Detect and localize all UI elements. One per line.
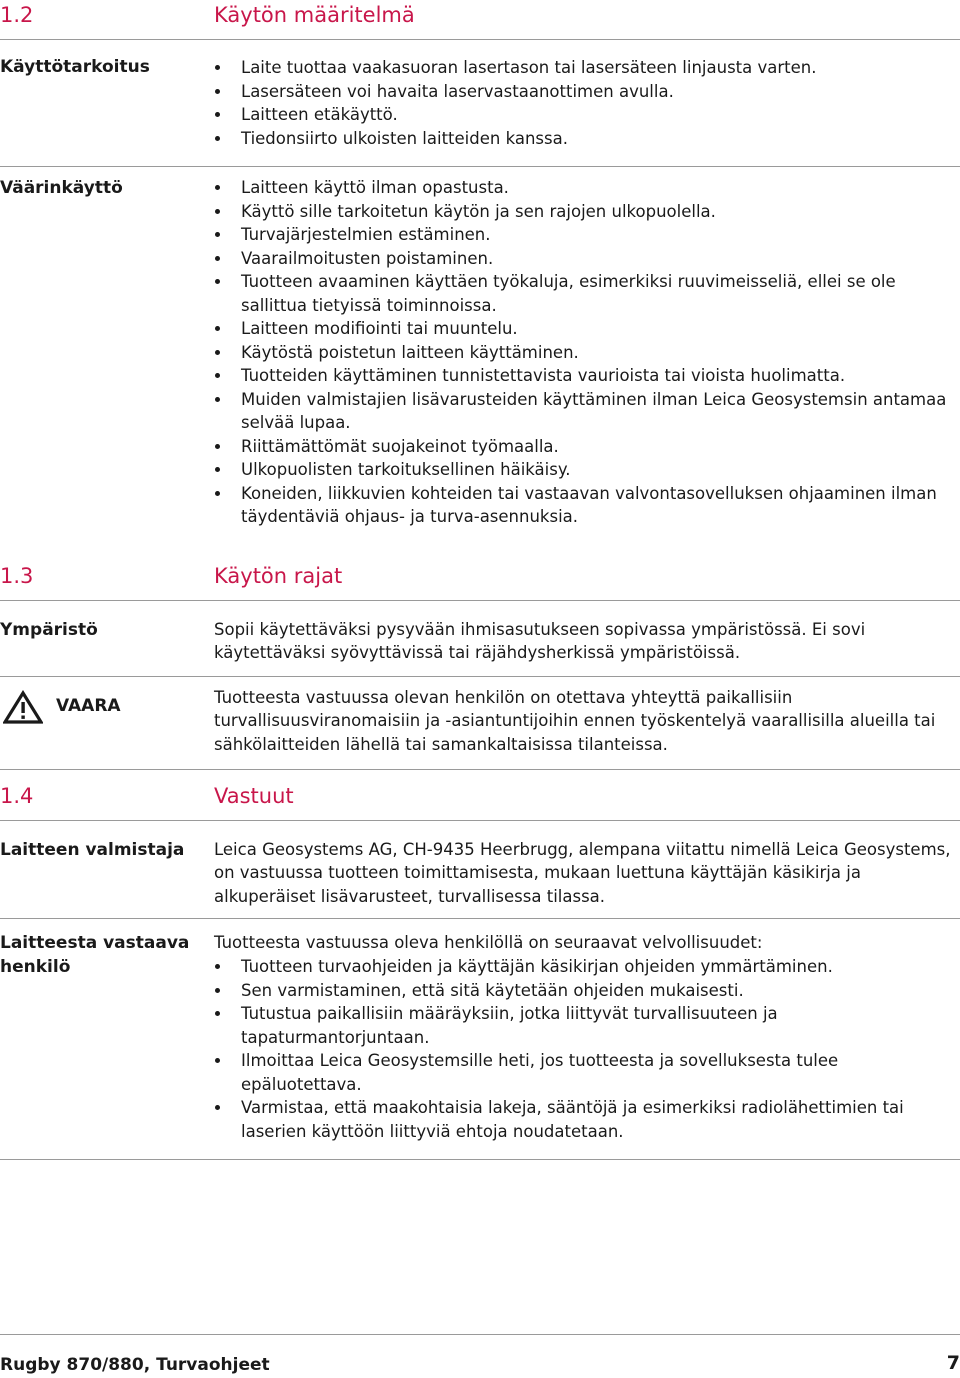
environment-label: Ympäristö xyxy=(0,620,98,640)
manufacturer-text: Leica Geosystems AG, CH-9435 Heerbrugg, alempana viitattu nimellä Leica Geosystems, on vastuussa tuotteen toimittamisesta, mukaan luettuna käyttäjän käsikirja ja alkuperäiset lisävarusteet, turvallisessa tilassa. xyxy=(214,840,951,906)
page-number: 7 xyxy=(946,1352,960,1374)
environment-text: Sopii käytettäväksi pysyvään ihmisasutukseen sopivassa ympäristössä. Ei sovi käytettäväksi syövyttävissä tai räjähdysherkissä ympäristöissä. xyxy=(214,620,866,663)
intended-use-label: Käyttötarkoitus xyxy=(0,57,150,77)
footer-divider xyxy=(0,1334,960,1335)
manufacturer-label: Laitteen valmistaja xyxy=(0,840,185,860)
list-item: Tuotteen turvaohjeiden ja käyttäjän käsikirjan ohjeiden ymmärtäminen. xyxy=(214,955,958,979)
list-item: Ulkopuolisten tarkoituksellinen häikäisy. xyxy=(214,458,958,482)
list-item: Varmistaa, että maakohtaisia lakeja, sääntöjä ja esimerkiksi radiolähettimien tai laserien käyttöön liittyviä ehtoja noudatetaan. xyxy=(214,1096,958,1143)
section-divider xyxy=(0,769,960,770)
responsible-person-label: Laitteesta vastaava henkilö xyxy=(0,933,190,977)
list-item: Riittämättömät suojakeinot työmaalla. xyxy=(214,435,958,459)
list-item: Laitteen modifiointi tai muuntelu. xyxy=(214,317,958,341)
section-title: Käytön määritelmä xyxy=(214,3,415,27)
list-item: Tutustua paikallisiin määräyksiin, jotka liittyvät turvallisuuteen ja tapaturmantorjuntaan. xyxy=(214,1002,958,1049)
list-item: Laitteen etäkäyttö. xyxy=(214,103,958,127)
list-item: Tuotteen avaaminen käyttäen työkaluja, esimerkiksi ruuvimeisseliä, ellei se ole sallittua tietyissä toiminnoissa. xyxy=(214,270,958,317)
list-item: Tuotteiden käyttäminen tunnistettavista vaurioista tai vioista huolimatta. xyxy=(214,364,958,388)
row-divider xyxy=(0,676,960,677)
danger-text: Tuotteesta vastuussa olevan henkilön on otettava yhteyttä paikallisiin turvallisuusviranomaisiin ja -asiantuntijoihin ennen työskentelyä vaarallisilla alueilla tai sähkölaitteiden lähellä tai samankaltaisissa tilanteissa. xyxy=(214,688,936,754)
responsible-person-intro: Tuotteesta vastuussa oleva henkilöllä on seuraavat velvollisuudet: xyxy=(214,933,763,952)
section-divider xyxy=(0,820,960,821)
misuse-list xyxy=(214,176,958,529)
document-title: Rugby 870/880, Turvaohjeet xyxy=(0,1355,270,1375)
list-item: Lasersäteen voi havaita laservastaanottimen avulla. xyxy=(214,80,958,104)
list-item: Vaarailmoitusten poistaminen. xyxy=(214,247,958,271)
list-item: Turvajärjestelmien estäminen. xyxy=(214,223,958,247)
section-divider xyxy=(0,39,960,40)
responsibilities-list xyxy=(214,955,958,1143)
section-number: 1.3 xyxy=(0,564,34,588)
list-item: Laite tuottaa vaakasuoran lasertason tai lasersäteen linjausta varten. xyxy=(214,56,958,80)
row-divider xyxy=(0,1159,960,1160)
list-item: Laitteen käyttö ilman opastusta. xyxy=(214,176,958,200)
intended-use-list xyxy=(214,56,958,150)
section-title: Vastuut xyxy=(214,784,294,808)
list-item: Ilmoittaa Leica Geosystemsille heti, jos tuotteesta ja sovelluksesta tulee epäluotettava. xyxy=(214,1049,958,1096)
list-item: Koneiden, liikkuvien kohteiden tai vastaavan valvontasovelluksen ohjaaminen ilman täydentäviä ohjaus- ja turva-asennuksia. xyxy=(214,482,958,529)
section-divider xyxy=(0,600,960,601)
warning-triangle-icon xyxy=(3,690,43,724)
row-divider xyxy=(0,166,960,167)
list-item: Käyttö sille tarkoitetun käytön ja sen rajojen ulkopuolella. xyxy=(214,200,958,224)
list-item: Käytöstä poistetun laitteen käyttäminen. xyxy=(214,341,958,365)
section-number: 1.4 xyxy=(0,784,34,808)
list-item: Sen varmistaminen, että sitä käytetään ohjeiden mukaisesti. xyxy=(214,979,958,1003)
section-number: 1.2 xyxy=(0,3,34,27)
section-title: Käytön rajat xyxy=(214,564,343,588)
row-divider xyxy=(0,918,960,919)
danger-label: VAARA xyxy=(56,696,121,716)
list-item: Tiedonsiirto ulkoisten laitteiden kanssa. xyxy=(214,127,958,151)
misuse-label: Väärinkäyttö xyxy=(0,178,123,198)
list-item: Muiden valmistajien lisävarusteiden käyttäminen ilman Leica Geosystemsin antamaa selvää lupaa. xyxy=(214,388,958,435)
